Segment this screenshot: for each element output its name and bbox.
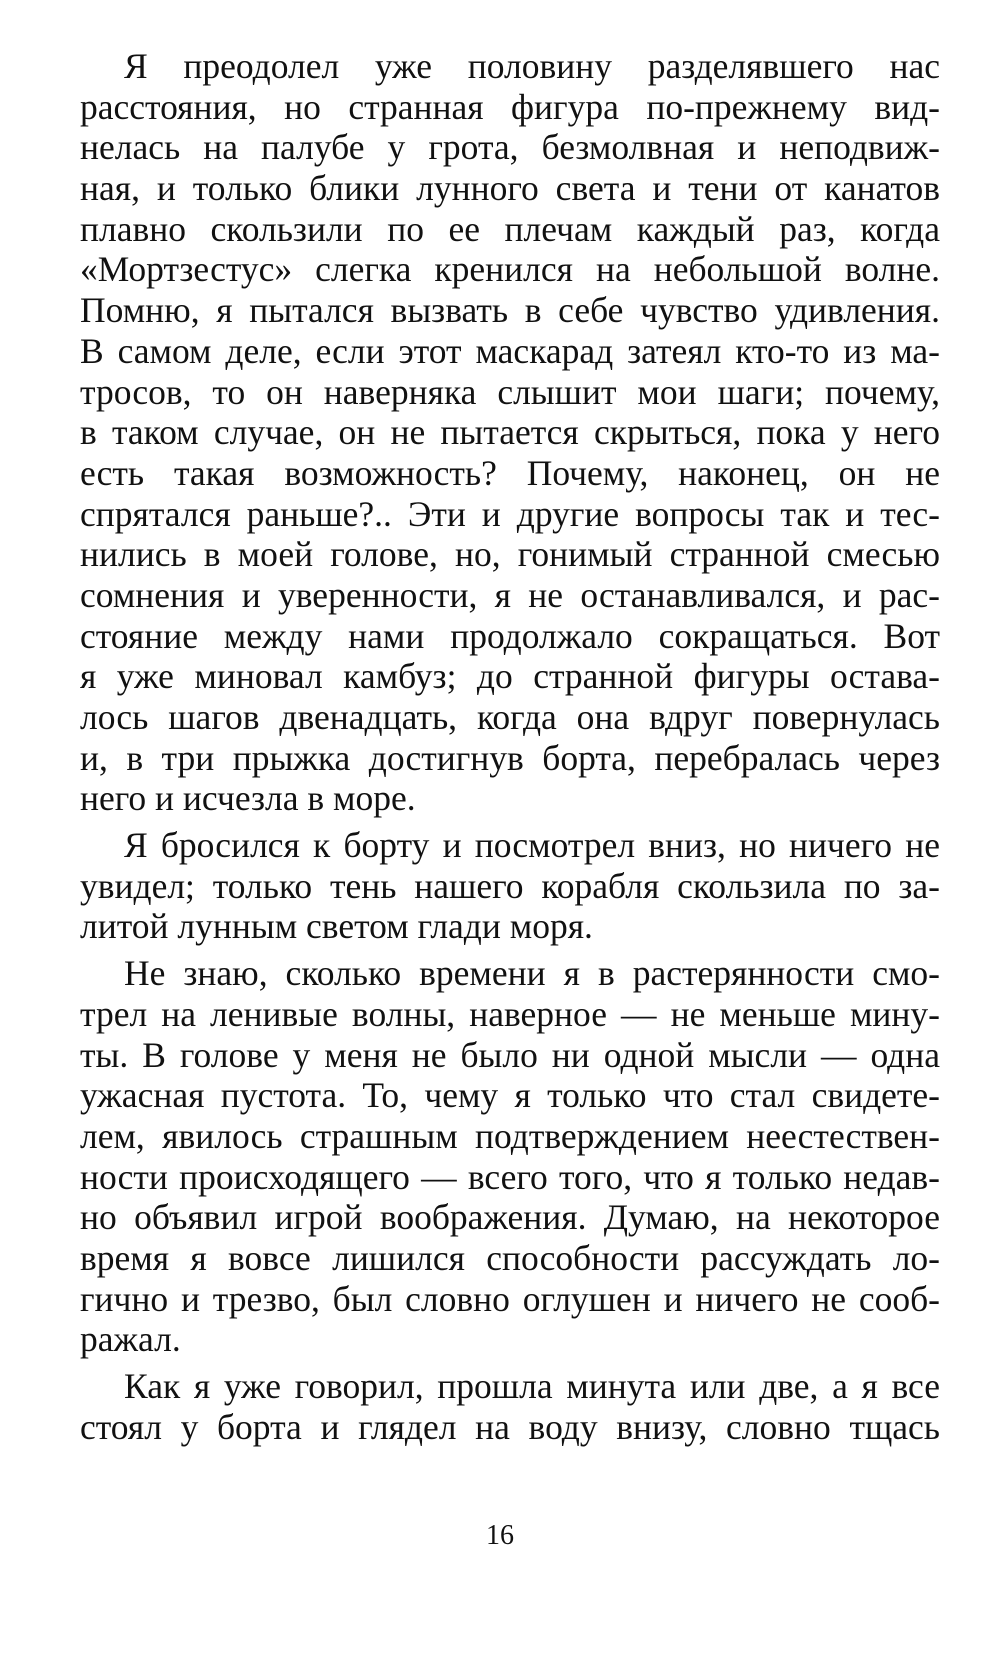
text-line: ужасная пустота. То, чему я только что стал свидете- [80,1075,940,1116]
text-line: стоял у борта и глядел на воду внизу, словно тщась [80,1406,940,1447]
text-line: и, в три прыжка достигнув борта, перебралась через [80,737,940,778]
text-line: есть такая возможность? Почему, наконец, он не [80,452,940,493]
text-line: Я бросился к борту и посмотрел вниз, но ничего не [124,825,940,866]
book-page-text [80,46,940,1453]
text-line: ты. В голове у меня не было ни одной мысли — одна [80,1034,940,1075]
text-line: плавно скользили по ее плечам каждый раз, когда [80,208,940,249]
text-line: Как я уже говорил, прошла минута или две, а я все [124,1366,940,1406]
text-line: ная, и только блики лунного света и тени от канатов [80,168,940,209]
text-line: него и исчезла в море. [80,778,416,819]
text-line: спрятался раньше?.. Эти и другие вопросы так и тес- [80,493,940,534]
paragraph [80,825,940,947]
text-line: но объявил игрой воображения. Думаю, на некоторое [80,1197,940,1238]
text-line: лем, явилось страшным подтверждением неестествен- [80,1115,940,1156]
text-line: я уже миновал камбуз; до странной фигуры остава- [80,656,940,697]
text-line: гично и трезво, был словно оглушен и ничего не сооб- [80,1278,940,1319]
text-line: В самом деле, если этот маскарад затеял кто-то из ма- [80,330,940,371]
text-line: сомнения и уверенности, я не останавливался, и рас- [80,574,940,615]
text-line: лось шагов двенадцать, когда она вдруг повернулась [80,697,940,737]
text-line: «Мортзестус» слегка кренился на небольшой волне. [80,249,940,290]
paragraph [80,1366,940,1447]
text-line: трел на ленивые волны, наверное — не меньше мину- [80,993,940,1034]
text-line: Помню, я пытался вызвать в себе чувство удивления. [80,290,940,331]
text-line: Я преодолел уже половину разделявшего нас [124,46,940,86]
text-line: Не знаю, сколько времени я в растерянности смо- [124,953,940,994]
paragraph [80,953,940,1360]
text-line: тросов, то он наверняка слышит мои шаги; почему, [80,371,940,412]
text-line: ности происходящего — всего того, что я только недав- [80,1156,940,1197]
paragraph [80,46,940,819]
text-line: литой лунным светом глади моря. [80,906,593,947]
text-line: расстояния, но странная фигура по-прежнему вид- [80,86,940,127]
text-line: нились в моей голове, но, гонимый странной смесью [80,534,940,575]
text-line: нелась на палубе у грота, безмолвная и неподвиж- [80,127,940,168]
text-line: увидел; только тень нашего корабля скользила по за- [80,865,940,906]
text-line: стояние между нами продолжало сокращаться. Вот [80,615,940,656]
text-line: ражал. [80,1319,181,1360]
page-number: 16 [486,1520,514,1551]
text-line: время я вовсе лишился способности рассуждать ло- [80,1237,940,1278]
text-line: в таком случае, он не пытается скрыться, пока у него [80,412,940,453]
